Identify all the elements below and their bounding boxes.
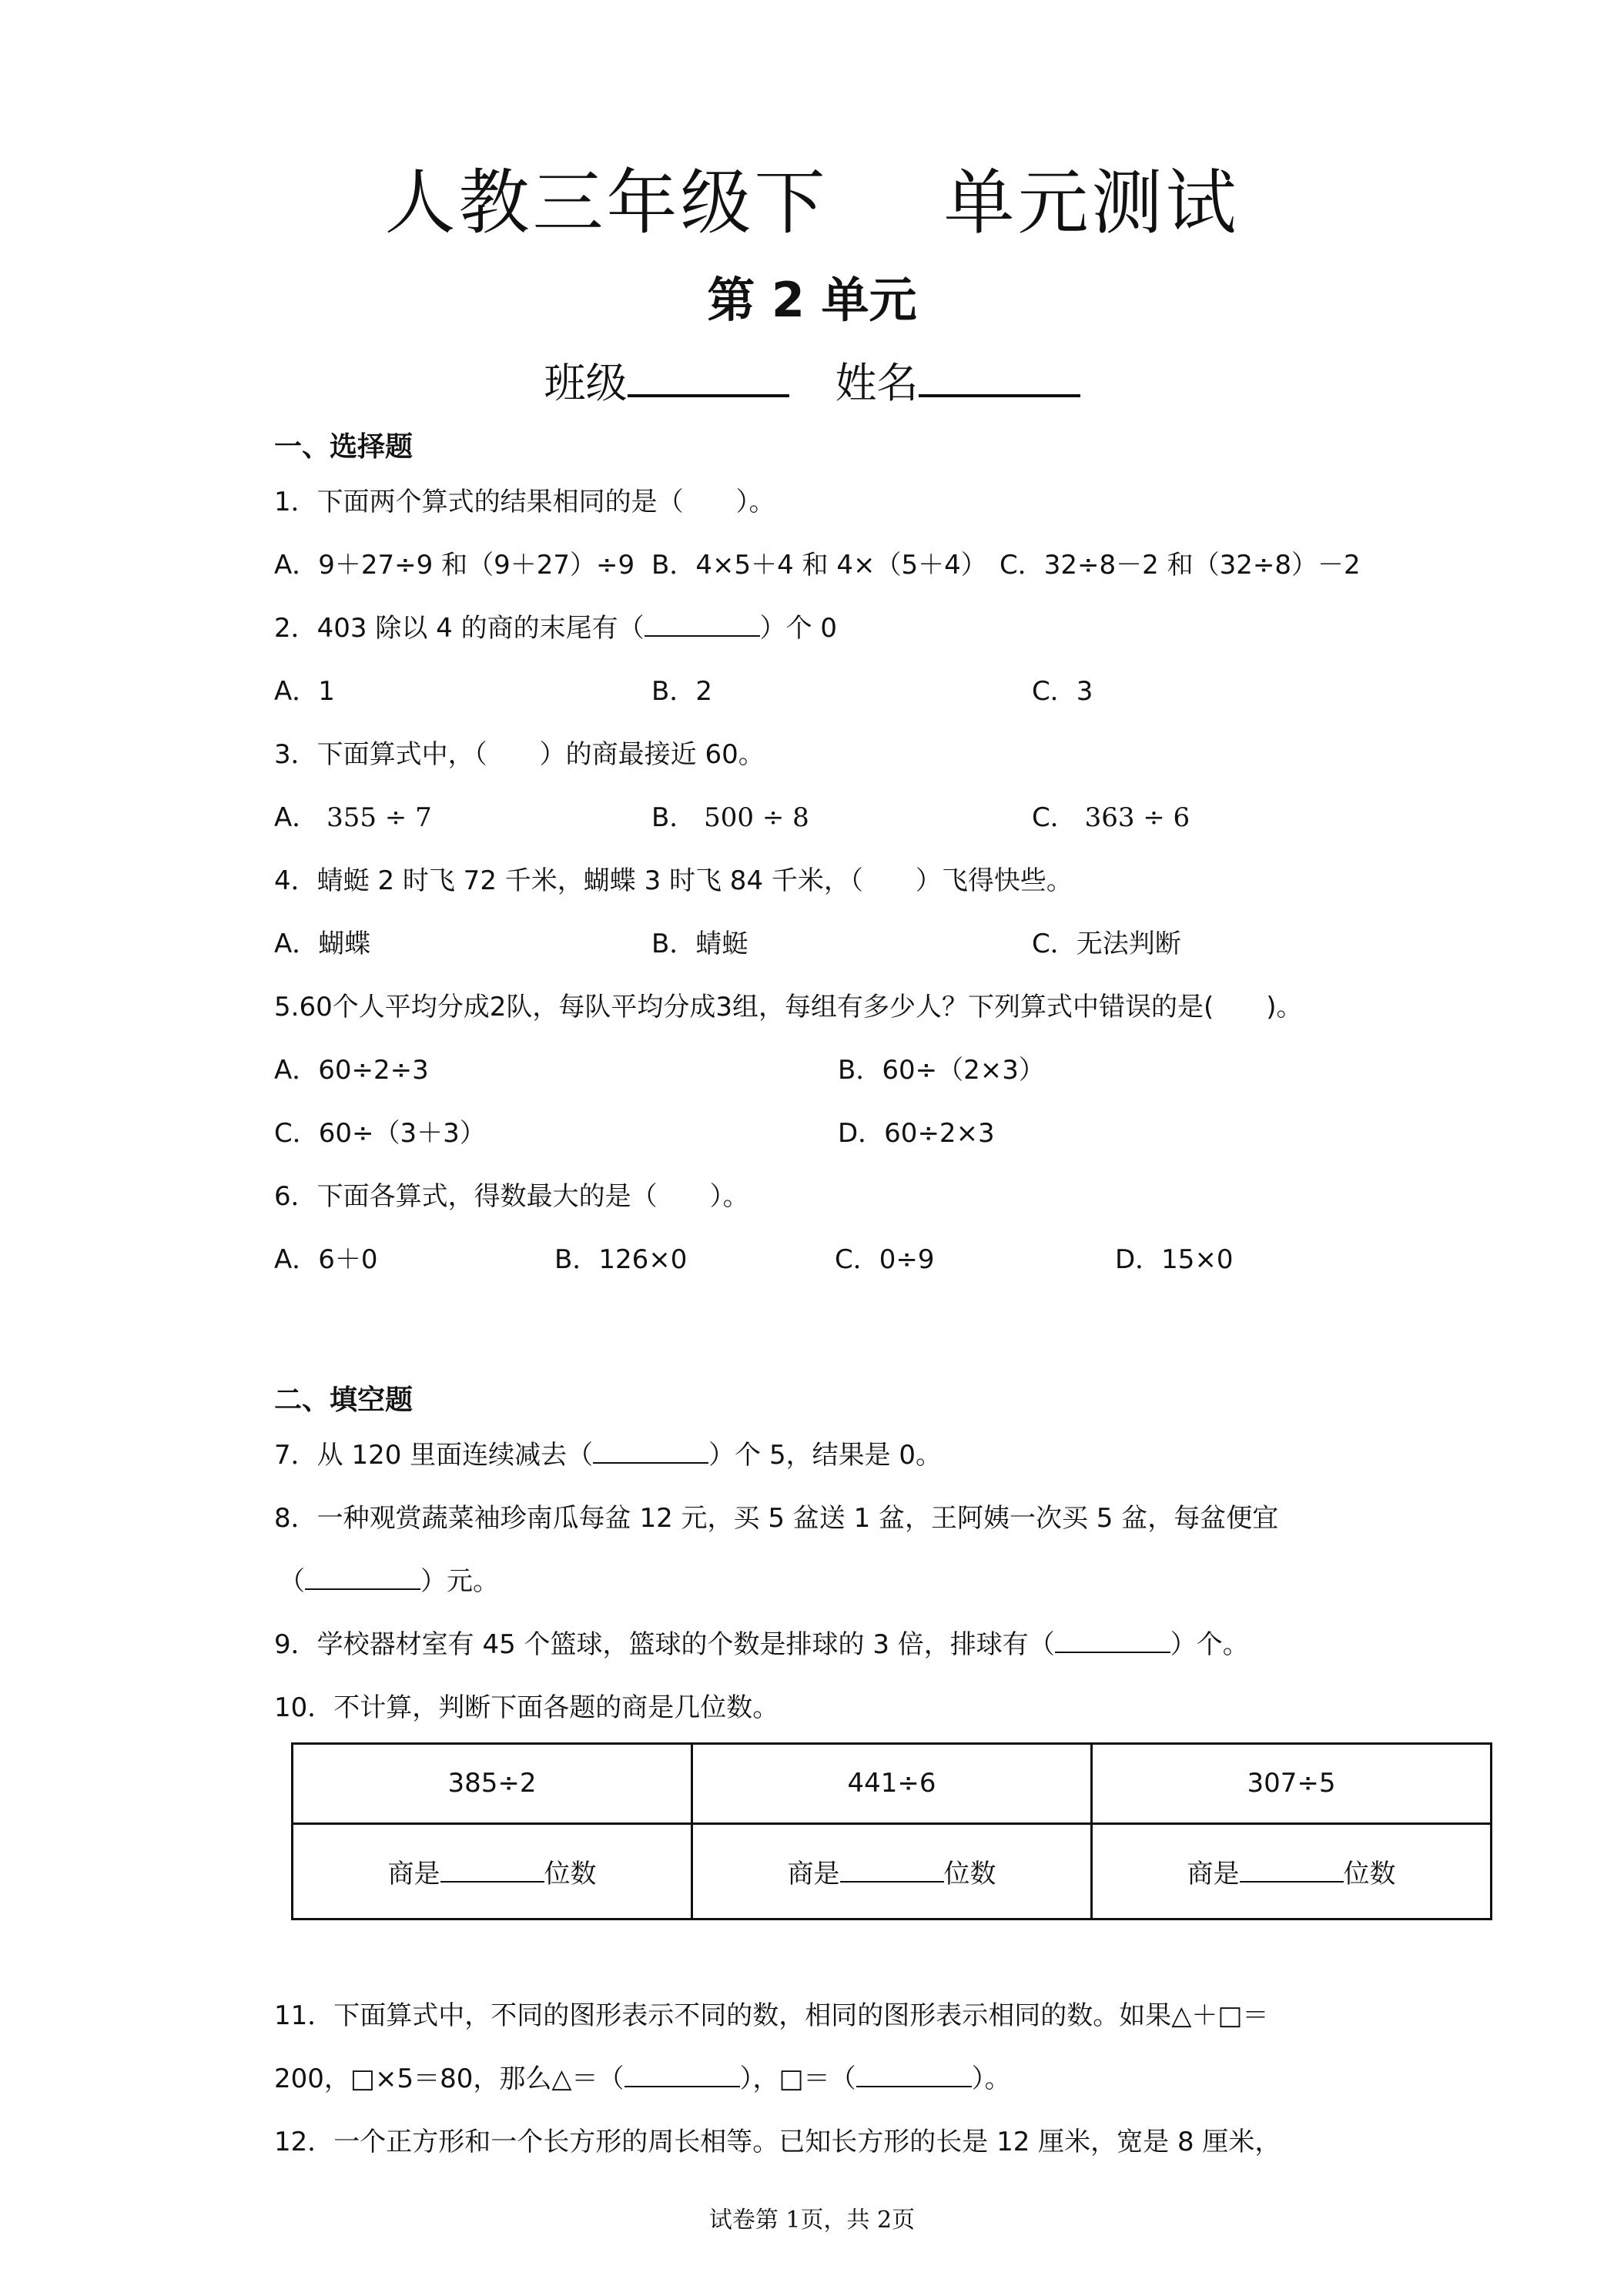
q2-stem-pre: 2．403 除以 4 的商的末尾有（ (274, 613, 645, 644)
question-11-line1: 11．下面算式中，不同的图形表示不同的数，相同的图形表示相同的数。如果△＋□＝ (274, 2000, 1269, 2031)
class-label: 班级 (544, 359, 628, 407)
table-header-cell: 441÷6 (692, 1744, 1092, 1824)
q1-option-a[interactable]: A．9＋27÷9 和（9＋27）÷9 (274, 550, 635, 581)
q6-option-b[interactable]: B．126×0 (554, 1244, 688, 1275)
cell-post: 位数 (943, 1858, 996, 1889)
q2-blank[interactable] (645, 612, 760, 637)
question-11-line2 (274, 2057, 1011, 2095)
q8-post: ）元。 (420, 1566, 499, 1597)
q8-blank[interactable] (305, 1565, 420, 1590)
q11-c: ）。 (971, 2063, 1011, 2094)
cell-pre: 商是 (787, 1858, 840, 1889)
table-header-cell: 307÷5 (1092, 1744, 1492, 1824)
table-answer-cell (692, 1823, 1092, 1919)
q2-option-c[interactable]: C．3 (1032, 676, 1093, 707)
q11-a: 200，□×5＝80，那么△＝（ (274, 2063, 624, 2094)
q3-option-b[interactable] (651, 796, 809, 834)
unit-subtitle: 第 2 单元 (707, 272, 917, 328)
q2-option-a[interactable]: A．1 (274, 676, 335, 707)
q8-pre: （ (279, 1566, 305, 1597)
q2-stem-post: ）个 0 (759, 613, 838, 644)
question-10: 10．不计算，判断下面各题的商是几位数。 (274, 1692, 779, 1723)
table-answer-cell (293, 1823, 692, 1919)
name-blank[interactable] (919, 354, 1080, 397)
cell-pre: 商是 (387, 1858, 440, 1889)
section-heading-fill: 二、填空题 (274, 1384, 414, 1416)
q9-blank[interactable] (1055, 1628, 1170, 1653)
name-label: 姓名 (835, 359, 919, 407)
q4-option-a[interactable]: A．蝴蝶 (274, 929, 371, 959)
q3-c-label: C． (1032, 802, 1077, 833)
q3-a-expr: 355 ÷ 7 (326, 802, 432, 833)
q7-blank[interactable] (593, 1439, 708, 1464)
cell-post: 位数 (1343, 1858, 1396, 1889)
question-2 (274, 607, 837, 644)
q11-square-blank[interactable] (856, 2063, 972, 2087)
question-7 (274, 1434, 942, 1471)
q3-a-label: A． (274, 802, 319, 833)
q2-option-b[interactable]: B．2 (651, 676, 712, 707)
q3-option-c[interactable] (1032, 796, 1190, 834)
page-footer: 试卷第 1页，共 2页 (708, 2207, 916, 2234)
q1-option-b[interactable]: B．4×5＋4 和 4×（5＋4） (651, 550, 987, 581)
table-row (293, 1744, 1492, 1824)
q11-triangle-blank[interactable] (624, 2063, 740, 2087)
q9-post: ）个。 (1170, 1629, 1249, 1660)
section-heading-choice: 一、选择题 (274, 431, 414, 463)
q5-option-b[interactable]: B．60÷（2×3） (838, 1055, 1045, 1086)
title-right: 单元测试 (943, 162, 1240, 244)
question-5: 5.60个人平均分成2队，每队平均分成3组，每组有多少人？下列算式中错误的是( )。 (274, 992, 1303, 1022)
q3-c-expr: 363 ÷ 6 (1084, 802, 1190, 833)
title-left: 人教三年级下 (384, 162, 829, 244)
answer-blank[interactable] (1240, 1858, 1344, 1883)
question-12: 12．一个正方形和一个长方形的周长相等。已知长方形的长是 12 厘米，宽是 8 厘米， (274, 2127, 1281, 2157)
q4-option-b[interactable]: B．蜻蜓 (651, 929, 748, 959)
q6-option-a[interactable]: A．6＋0 (274, 1244, 378, 1275)
q6-option-c[interactable]: C．0÷9 (835, 1244, 935, 1275)
q6-option-d[interactable]: D．15×0 (1115, 1244, 1234, 1275)
q4-option-c[interactable]: C．无法判断 (1032, 929, 1181, 959)
question-9 (274, 1623, 1249, 1661)
answer-blank[interactable] (840, 1858, 944, 1883)
q7-pre: 7．从 120 里面连续减去（ (274, 1440, 594, 1471)
question-1: 1．下面两个算式的结果相同的是（ ）。 (274, 487, 775, 517)
page-title (0, 146, 1624, 248)
cell-pre: 商是 (1187, 1858, 1240, 1889)
answer-blank[interactable] (440, 1858, 544, 1883)
table-answer-cell (1092, 1823, 1492, 1919)
cell-post: 位数 (544, 1858, 597, 1889)
q5-option-a[interactable]: A．60÷2÷3 (274, 1055, 429, 1086)
question-4: 4．蜻蜓 2 时飞 72 千米，蝴蝶 3 时飞 84 千米，（ ）飞得快些。 (274, 865, 1073, 896)
q1-option-c[interactable]: C．32÷8－2 和（32÷8）－2 (1000, 550, 1361, 581)
question-8-line1: 8．一种观赏蔬菜袖珍南瓜每盆 12 元，买 5 盆送 1 盆，王阿姨一次买 5 盆，每盆便宜 (274, 1503, 1279, 1534)
q3-b-expr: 500 ÷ 8 (704, 802, 809, 833)
q9-pre: 9．学校器材室有 45 个篮球，篮球的个数是排球的 3 倍，排球有（ (274, 1629, 1055, 1660)
quotient-digits-table (291, 1742, 1492, 1920)
question-3: 3．下面算式中，（ ）的商最接近 60。 (274, 739, 765, 770)
q3-option-a[interactable] (274, 796, 432, 834)
q5-option-d[interactable]: D．60÷2×3 (838, 1118, 995, 1149)
question-6: 6．下面各算式，得数最大的是（ ）。 (274, 1181, 749, 1212)
q7-post: ）个 5，结果是 0。 (708, 1440, 943, 1471)
table-row (293, 1823, 1492, 1919)
q3-b-label: B． (651, 802, 696, 833)
table-header-cell: 385÷2 (293, 1744, 692, 1824)
student-info-line (0, 350, 1624, 410)
q11-b: ），□＝（ (739, 2063, 856, 2094)
class-blank[interactable] (628, 354, 789, 397)
q5-option-c[interactable]: C．60÷（3＋3） (274, 1118, 486, 1149)
question-8-line2 (279, 1560, 499, 1598)
